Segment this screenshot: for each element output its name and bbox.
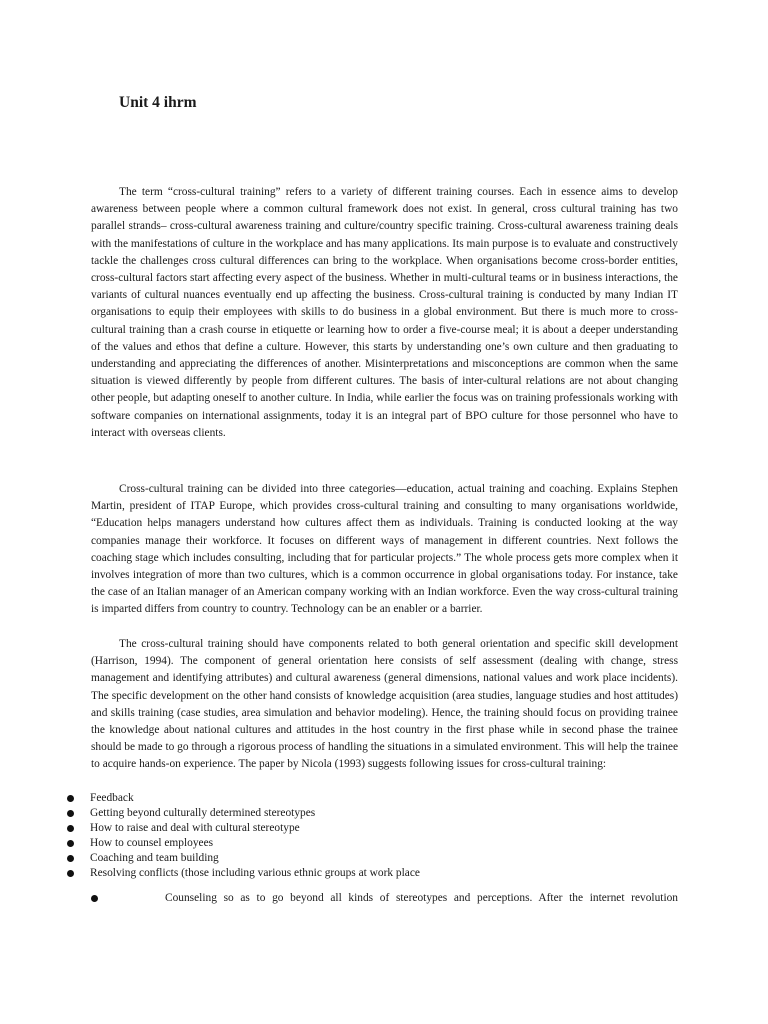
bullet-icon [67,810,74,817]
paragraph-categories: Cross-cultural training can be divided into three categories—education, actual training and coaching. Explains Stephen Martin, president of ITAP Europe, which provides cross-cultural training and consulting to many organisations worldwide, “Education helps managers understand how cultures affect them as individuals. Training is conducted looking at the way companies manage their workforce. It focuses on different ways of management in different countries. Next follows the coaching stage which includes consulting, including that for particular projects.” The whole process gets more complex when it involves integration of more than two cultures, which is a common occurrence in global organisations today. For instance, take the case of an Italian manager of an American company working with an Indian workforce. Even the way cross-cultural training is imparted differs from country to country. Technology can be an enabler or a barrier. [91,483,678,616]
list-item [67,791,677,806]
list-item-text: How to raise and deal with cultural stereotype [90,822,300,835]
list-item-text: Resolving conflicts (those including various ethnic groups at work place [90,867,420,880]
bullet-icon [67,795,74,802]
list-item-counseling [91,890,678,907]
bullet-icon [67,825,74,832]
list-item [67,866,677,881]
list-item-text: How to counsel employees [90,837,214,850]
list-item-text: Counseling so as to go beyond all kinds of stereotypes and perceptions. After the internet revolution [165,892,678,904]
list-item-text: Feedback [90,792,134,804]
list-item [67,806,677,821]
list-item [67,821,677,836]
bullet-icon [67,855,74,862]
bullet-icon [67,840,74,847]
list-item [67,851,677,866]
issues-bullet-list [67,791,677,882]
paragraph-intro: The term “cross-cultural training” refers to a variety of different training courses. Each in essence aims to develop awareness between people where a common cultural framework does not exist. In general, cross cultural training has two parallel strands– cross-cultural awareness training and culture/country specific training. Cross-cultural awareness training deals with the manifestations of culture in the workplace and has many applications. Its main purpose is to evaluate and constructively tackle the challenges cross cultural differences can bring to the workplace. When organisations become cross-border entities, cross-cultural factors start affecting every aspect of the business. Whether in multi-cultural teams or in business interactions, the variants of cultural nuances eventually end up affecting the business. Cross-cultural training is conducted by many Indian IT organisations to equip their employees with skills to do business in a global environment. But there is much more to cross-cultural training than a crash course in etiquette or learning how to order a five-course meal; it is about a deeper understanding of the values and ethos that define a culture. However, this starts by understanding one’s own culture and then graduating to understanding and appreciating the differences of another. Misinterpretations and misconceptions are common when the same situation is viewed differently by people from different cultures. The basis of inter-cultural relations are not about changing other people, but adapting oneself to another culture. In India, while earlier the focus was on training professionals working with software companies on international assignments, today it is an integral part of BPO culture for those personnel who have to interact with overseas clients. [91,186,678,439]
document-title: Unit 4 ihrm [119,94,197,111]
bullet-icon [91,895,98,902]
list-item-text: Coaching and team building [90,852,219,865]
bullet-icon [67,870,74,877]
paragraph-components: The cross-cultural training should have components related to both general orientation and specific skill development (Harrison, 1994). The component of general orientation here consists of self assessment (dealing with change, stress management and identifying attributes) and cultural awareness (general dimensions, national values and work place incidents). The specific development on the other hand consists of knowledge acquisition (area studies, language studies and host attitudes) and skills training (case studies, area simulation and behavior modeling). Hence, the training should focus on providing trainee the knowledge about national cultures and attitudes in the host country in the first phase while in second phase the trainee should be made to go through a rigorous process of handling the situations in a simulated environment. This will help the trainee to acquire hands-on experience. The paper by Nicola (1993) suggests following issues for cross-cultural training: [91,638,678,771]
list-item-text: Getting beyond culturally determined stereotypes [90,807,316,820]
list-item [67,836,677,851]
